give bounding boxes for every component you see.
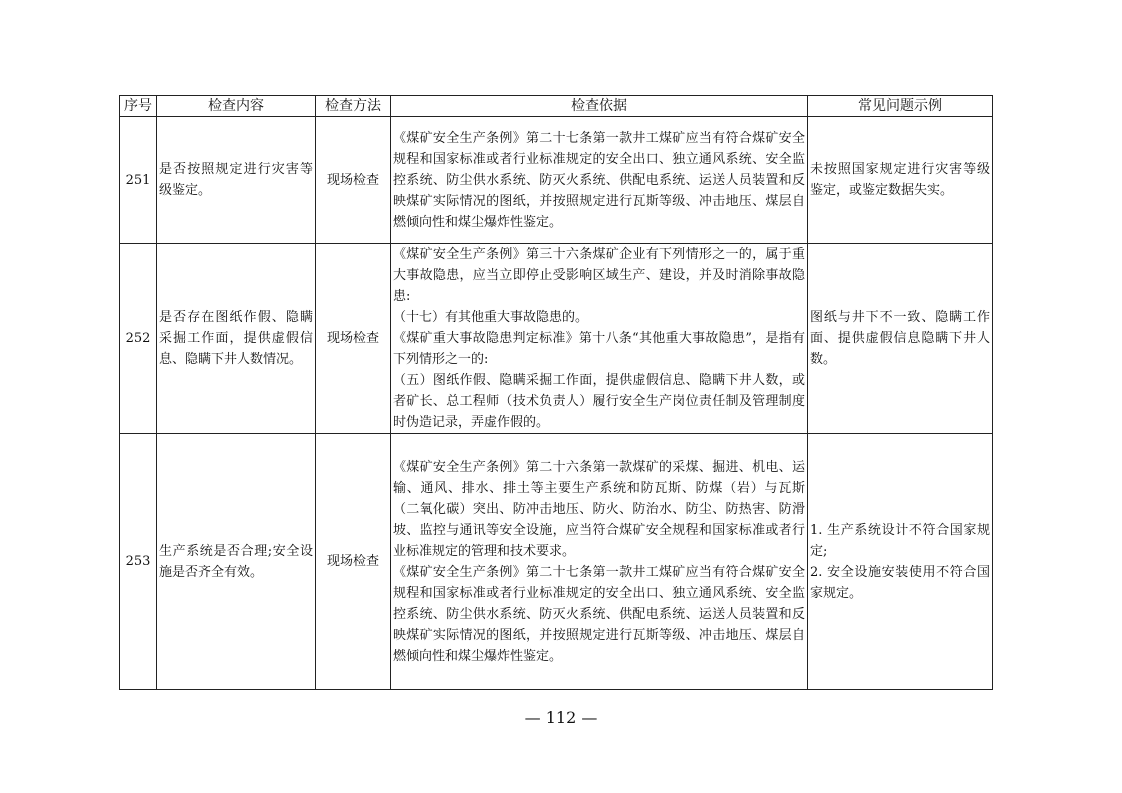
- header-basis: 检查依据: [391, 96, 808, 117]
- inspection-table: [119, 95, 993, 690]
- common-problem: [808, 434, 993, 690]
- problem-item: 1. 生产系统设计不符合国家规定;: [810, 522, 990, 559]
- row-number: 253: [120, 434, 157, 690]
- check-content: 是否存在图纸作假、隐瞒采掘工作面，提供虚假信息、隐瞒下井人数情况。: [157, 244, 316, 434]
- table-row: [120, 117, 993, 244]
- page-number: — 112 —: [524, 708, 598, 727]
- basis-paragraph: 《煤矿安全生产条例》第二十七条第一款井工煤矿应当有符合煤矿安全规程和国家标准或者行业标准规定的安全出口、独立通风系统、安全监控系统、防尘供水系统、防灭火系统、供配电系统、运送人员装置和反映煤矿实际情况的图纸，并按照规定进行瓦斯等级、冲击地压、煤层自燃倾向性和煤尘爆炸性鉴定。: [393, 564, 805, 664]
- problem-item: 2. 安全设施安装使用不符合国家规定。: [810, 564, 990, 601]
- basis-paragraph: 《煤矿安全生产条例》第三十六条煤矿企业有下列情形之一的，属于重大事故隐患，应当立即停止受影响区域生产、建设，并及时消除事故隐患:: [393, 247, 805, 304]
- check-basis: [391, 117, 808, 244]
- header-method: 检查方法: [316, 96, 391, 117]
- check-method: 现场检查: [316, 244, 391, 434]
- check-method: 现场检查: [316, 434, 391, 690]
- row-number: 251: [120, 117, 157, 244]
- check-method: 现场检查: [316, 117, 391, 244]
- basis-paragraph: （五）图纸作假、隐瞒采掘工作面，提供虚假信息、隐瞒下井人数，或者矿长、总工程师（技术负责人）履行安全生产岗位责任制及管理制度时伪造记录，弄虚作假的。: [393, 373, 805, 430]
- table-header-row: [120, 96, 993, 117]
- basis-paragraph: （十七）有其他重大事故隐患的。: [393, 310, 589, 325]
- basis-paragraph: 《煤矿安全生产条例》第二十六条第一款煤矿的采煤、掘进、机电、运输、通风、排水、排土等主要生产系统和防瓦斯、防煤（岩）与瓦斯（二氧化碳）突出、防冲击地压、防火、防治水、防尘、防热害、防滑坡、监控与通讯等安全设施，应当符合煤矿安全规程和国家标准或者行业标准规定的管理和技术要求。: [393, 459, 805, 559]
- table-row: [120, 244, 993, 434]
- basis-paragraph: 《煤矿安全生产条例》第二十七条第一款井工煤矿应当有符合煤矿安全规程和国家标准或者行业标准规定的安全出口、独立通风系统、安全监控系统、防尘供水系统、防灭火系统、供配电系统、运送人员装置和反映煤矿实际情况的图纸，并按照规定进行瓦斯等级、冲击地压、煤层自燃倾向性和煤尘爆炸性鉴定。: [393, 130, 805, 230]
- basis-paragraph: 《煤矿重大事故隐患判定标准》第十八条“其他重大事故隐患”，是指有下列情形之一的:: [393, 331, 805, 367]
- header-no: 序号: [120, 96, 157, 117]
- common-problem: 未按照国家规定进行灾害等级鉴定，或鉴定数据失实。: [808, 117, 993, 244]
- check-basis: [391, 244, 808, 434]
- check-basis: [391, 434, 808, 690]
- header-problem: 常见问题示例: [808, 96, 993, 117]
- header-content: 检查内容: [157, 96, 316, 117]
- check-content: 生产系统是否合理;安全设施是否齐全有效。: [157, 434, 316, 690]
- row-number: 252: [120, 244, 157, 434]
- common-problem: 图纸与井下不一致、隐瞒工作面、提供虚假信息隐瞒下井人数。: [808, 244, 993, 434]
- check-content: 是否按照规定进行灾害等级鉴定。: [157, 117, 316, 244]
- table-row: [120, 434, 993, 690]
